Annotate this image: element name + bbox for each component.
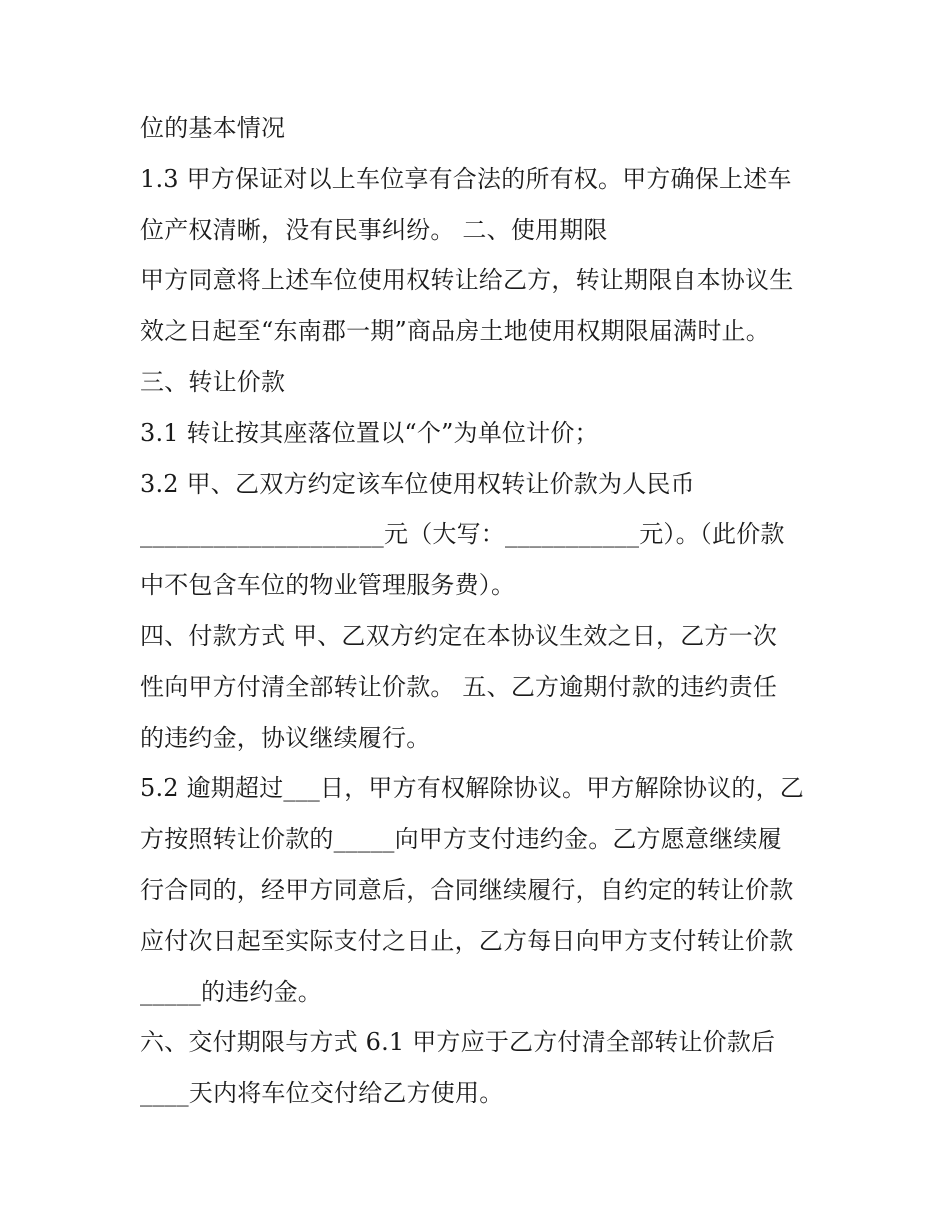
text-line: 位的基本情况 (140, 114, 286, 142)
text-line: 应付次日起至实际支付之日止，乙方每日向甲方支付转让价款 (140, 926, 794, 955)
text-line: 3.2 甲、乙双方约定该车位使用权转让价款为人民币 (140, 469, 695, 498)
text-line: 行合同的，经甲方同意后，合同继续履行，自约定的转让价款 (140, 875, 794, 904)
text-line: 效之日起至“东南郡一期”商品房土地使用权期限届满时止。 (140, 317, 770, 346)
text-line: 5.2 逾期超过___日，甲方有权解除协议。甲方解除协议的，乙 (140, 774, 804, 803)
text-line: 1.3 甲方保证对以上车位享有合法的所有权。甲方确保上述车 (140, 164, 792, 193)
section-heading: 三、转让价款 (140, 367, 286, 396)
contract-body (140, 103, 830, 1119)
text-line: 3.1 转让按其座落位置以“个”为单位计价； (140, 418, 599, 447)
text-line: 中不包含车位的物业管理服务费）。 (140, 571, 516, 600)
text-line: 六、交付期限与方式 6.1 甲方应于乙方付清全部转让价款后 (140, 1028, 776, 1057)
text-line: 的违约金，协议继续履行。 (140, 723, 431, 752)
text-line: 方按照转让价款的_____向甲方支付违约金。乙方愿意继续履 (140, 825, 782, 854)
text-line: 位产权清晰，没有民事纠纷。 二、使用期限 (140, 215, 608, 244)
text-line: 性向甲方付清全部转让价款。 五、乙方逾期付款的违约责任 (140, 672, 778, 701)
text-line: ____天内将车位交付给乙方使用。 (140, 1079, 504, 1108)
text-line: _____的违约金。 (140, 977, 322, 1006)
text-line: ____________________元（大写：___________元）。（此价款 (140, 520, 785, 549)
text-line: 甲方同意将上述车位使用权转让给乙方，转让期限自本协议生 (140, 266, 794, 295)
text-line: 四、付款方式 甲、乙双方约定在本协议生效之日，乙方一次 (140, 621, 778, 650)
